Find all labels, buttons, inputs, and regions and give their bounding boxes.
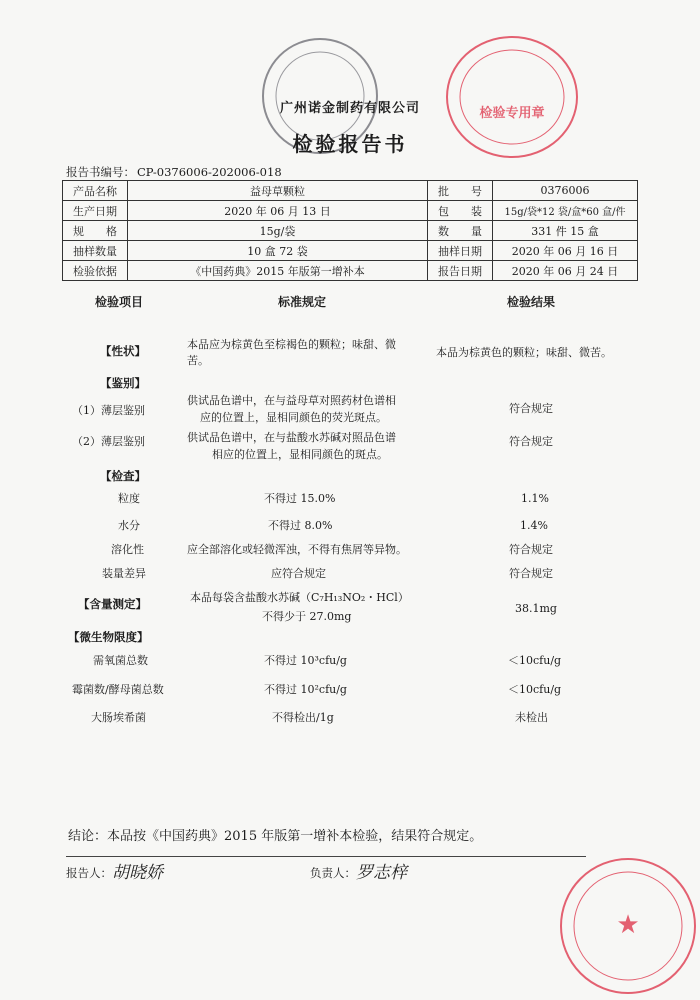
report-number: 报告书编号： CP-0376006-202006-018: [66, 165, 282, 179]
cell-label: 包 装: [428, 201, 493, 221]
test-particle-result: 1.1%: [521, 492, 549, 505]
test-mold-name: 霉菌数/酵母菌总数: [72, 683, 164, 696]
signature-divider: [66, 856, 586, 857]
column-header-standard: 标准规定: [278, 295, 327, 309]
cell-label: 生产日期: [63, 201, 128, 221]
table-row: [63, 201, 638, 221]
conclusion-text: 结论：本品按《中国药典》2015 年版第一增补本检验，结果符合规定。: [68, 829, 483, 844]
test-assay-standard-1: 本品每袋含盐酸水苏碱（C₇H₁₃NO₂・HCl）: [190, 591, 409, 604]
star-icon: ★: [616, 910, 640, 940]
page-title: 检验报告书: [292, 132, 408, 156]
test-assay-result: 38.1mg: [515, 602, 557, 615]
test-solubility-result: 符合规定: [509, 543, 553, 556]
test-mold-result: ＜10cfu/g: [508, 683, 562, 696]
cell-label: 产品名称: [63, 181, 128, 201]
table-row: [63, 261, 638, 281]
test-mold-standard: 不得过 10²cfu/g: [264, 683, 347, 696]
test-aerobic-result: ＜10cfu/g: [508, 654, 562, 667]
test-solubility-standard: 应全部溶化或轻微浑浊，不得有焦屑等异物。: [187, 543, 407, 556]
test-solubility-name: 溶化性: [111, 543, 144, 556]
test-particle-name: 粒度: [118, 492, 140, 505]
test-tlc1-name: （1）薄层鉴别: [72, 404, 145, 417]
cell-value: 15g/袋: [128, 221, 428, 241]
test-character-standard-2: 苦。: [187, 354, 209, 367]
test-tlc2-result: 符合规定: [509, 435, 553, 448]
section-microbial: 【微生物限度】: [68, 630, 149, 644]
test-weight-variation-result: 符合规定: [509, 567, 553, 580]
cell-value: 0376006: [493, 181, 638, 201]
table-row: [63, 221, 638, 241]
cell-label: 规 格: [63, 221, 128, 241]
cell-label: 数 量: [428, 221, 493, 241]
cell-label: 抽样数量: [63, 241, 128, 261]
column-header-item: 检验项目: [95, 295, 144, 309]
responsible-label: 负责人：: [310, 866, 356, 880]
cell-value: 2020 年 06 月 13 日: [128, 201, 428, 221]
cell-value: 15g/袋*12 袋/盒*60 盒/件: [493, 201, 638, 221]
qc-center-seal-stamp: 检验专用章: [446, 36, 578, 158]
test-character-name: 【性状】: [100, 344, 146, 358]
test-ecoli-standard: 不得检出/1g: [272, 711, 334, 724]
test-tlc1-result: 符合规定: [509, 402, 553, 415]
test-tlc2-standard-2: 相应的位置上，显相同颜色的斑点。: [212, 448, 388, 461]
test-assay-standard-2: 不得少于 27.0mg: [262, 610, 352, 623]
cell-value: 331 件 15 盒: [493, 221, 638, 241]
test-weight-variation-standard: 应符合规定: [271, 567, 326, 580]
test-aerobic-name: 需氧菌总数: [93, 654, 148, 667]
test-assay-name: 【含量测定】: [78, 597, 147, 611]
cell-value: 《中国药典》2015 年版第一增补本: [128, 261, 428, 281]
test-character-result: 本品为棕黄色的颗粒；味甜、微苦。: [436, 346, 612, 359]
reporter-signature: 胡晓娇: [112, 863, 163, 883]
table-row: [63, 241, 638, 261]
cell-value: 2020 年 06 月 24 日: [493, 261, 638, 281]
cell-label: 报告日期: [428, 261, 493, 281]
test-ecoli-name: 大肠埃希菌: [91, 711, 146, 724]
test-ecoli-result: 未检出: [515, 711, 548, 724]
info-table: [62, 180, 638, 281]
company-name: 广州诺金制药有限公司: [279, 101, 420, 116]
reporter-label: 报告人：: [66, 866, 112, 880]
cell-value: 10 盒 72 袋: [128, 241, 428, 261]
test-tlc2-name: （2）薄层鉴别: [72, 435, 145, 448]
test-tlc1-standard-2: 应的位置上，显相同颜色的荧光斑点。: [200, 411, 387, 424]
cell-value: 益母草颗粒: [128, 181, 428, 201]
cell-label: 抽样日期: [428, 241, 493, 261]
responsible-signature: 罗志梓: [356, 863, 407, 883]
test-character-standard-1: 本品应为棕黄色至棕褐色的颗粒；味甜、微: [187, 338, 396, 351]
table-row: [63, 181, 638, 201]
column-header-result: 检验结果: [507, 295, 556, 309]
test-aerobic-standard: 不得过 10³cfu/g: [264, 654, 347, 667]
test-moisture-name: 水分: [118, 519, 140, 532]
cell-value: 2020 年 06 月 16 日: [493, 241, 638, 261]
test-moisture-result: 1.4%: [520, 519, 548, 532]
cell-label: 检验依据: [63, 261, 128, 281]
section-inspection: 【检查】: [100, 469, 146, 483]
test-weight-variation-name: 装量差异: [102, 567, 146, 580]
test-particle-standard: 不得过 15.0%: [264, 492, 336, 505]
cell-label: 批 号: [428, 181, 493, 201]
test-moisture-standard: 不得过 8.0%: [268, 519, 333, 532]
test-tlc2-standard-1: 供试品色谱中，在与盐酸水苏碱对照品色谱: [187, 431, 396, 444]
quality-seal-stamp: [560, 858, 696, 994]
test-tlc1-standard-1: 供试品色谱中，在与益母草对照药材色谱相: [187, 394, 396, 407]
section-identification: 【鉴别】: [100, 376, 146, 390]
